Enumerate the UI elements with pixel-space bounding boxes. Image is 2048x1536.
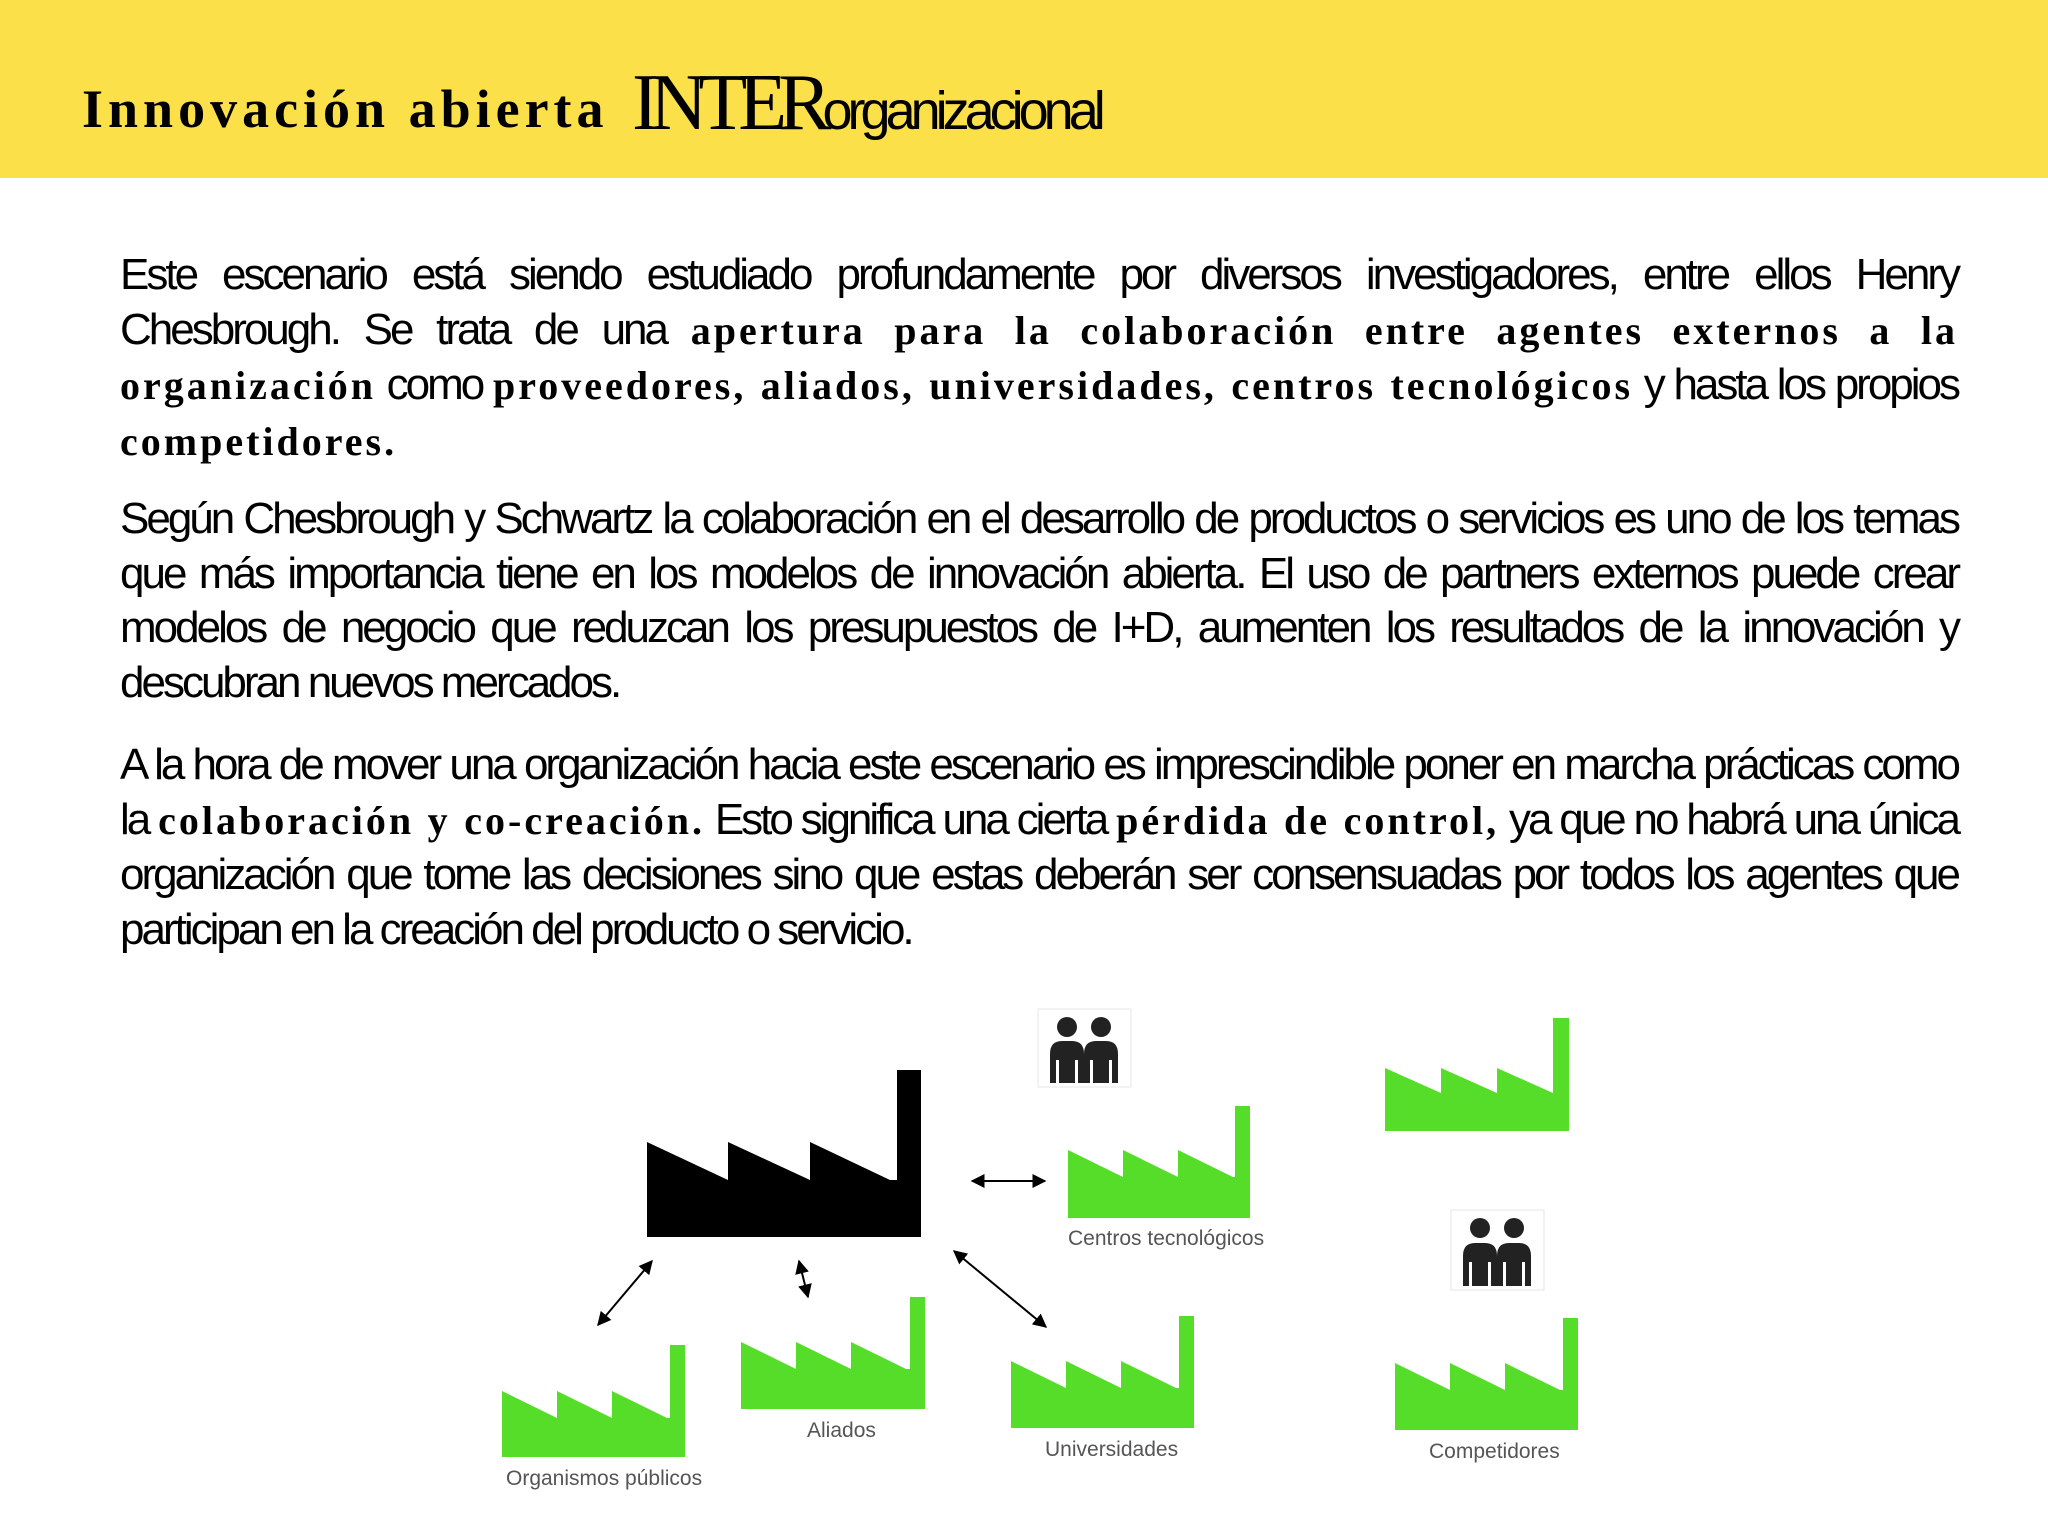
main-factory-icon xyxy=(647,1070,921,1237)
label-aliados: Aliados xyxy=(807,1419,876,1442)
label-universidades: Universidades xyxy=(1045,1438,1179,1461)
p2-text-1: Según Chesbrough y Schwartz la colaboración en el desarrollo de productos o servicios es uno de los temas que más importancia tiene en los modelos de innovación abierta. El uso de partners externos puede crear modelos de negocio que reduzcan los presupuestos de I+D, aumenten los resultados de la innovación y descubran nuevos mercados. xyxy=(120,494,1958,707)
people-icon-top xyxy=(1038,1009,1131,1087)
title-inter: INTER xyxy=(632,59,823,147)
p3-text-3: ya que no habrá una única organización que tome las decisiones sino que estas deberán ser consensuadas por todos los agentes que participan en la creación del producto o servicio. xyxy=(120,794,1958,954)
p3-serif-1: colaboración y co-creación. xyxy=(158,797,705,843)
people-icon-right xyxy=(1451,1210,1544,1290)
p1-serif-1: apertura para la colaboración entre agentes externos a la organización xyxy=(120,307,1959,408)
factory-aliados-icon xyxy=(741,1297,925,1409)
p1-text-2: como xyxy=(386,360,483,409)
factory-organismos-icon xyxy=(502,1345,685,1457)
label-organismos-publicos: Organismos públicos xyxy=(506,1467,703,1490)
p3-serif-2: pérdida de control, xyxy=(1116,797,1500,843)
arrow-aliados xyxy=(799,1261,808,1297)
arrow-organismos xyxy=(598,1261,652,1325)
label-centros-tecnologicos: Centros tecnológicos xyxy=(1068,1227,1265,1250)
p3-text-2: Esto significa una cierta xyxy=(714,794,1107,844)
p1-serif-2: proveedores, aliados, universidades, centros tecnológicos xyxy=(492,363,1634,408)
p1-text-1: Este escenario está siendo estudiado profundamente por diversos investigadores, entre ellos Henry Chesbrough. Se trata de una xyxy=(120,250,1958,354)
title-innovacion-abierta: Innovación abierta xyxy=(82,79,609,139)
factory-universidades-icon xyxy=(1011,1316,1194,1428)
factory-centros-icon xyxy=(1068,1106,1250,1218)
arrow-universidades xyxy=(954,1251,1046,1327)
p1-text-3: y hasta los propios xyxy=(1643,360,1959,409)
p1-serif-3: competidores. xyxy=(120,418,398,464)
factory-top-right-icon xyxy=(1385,1018,1569,1131)
p3-text-1: A la hora de mover una organización hacia este escenario es imprescindible poner en marcha prácticas como la xyxy=(120,740,1958,844)
title-organizacional: organizacional xyxy=(822,81,1101,141)
label-competidores: Competidores xyxy=(1429,1440,1560,1463)
factory-competidores-icon xyxy=(1395,1318,1578,1430)
